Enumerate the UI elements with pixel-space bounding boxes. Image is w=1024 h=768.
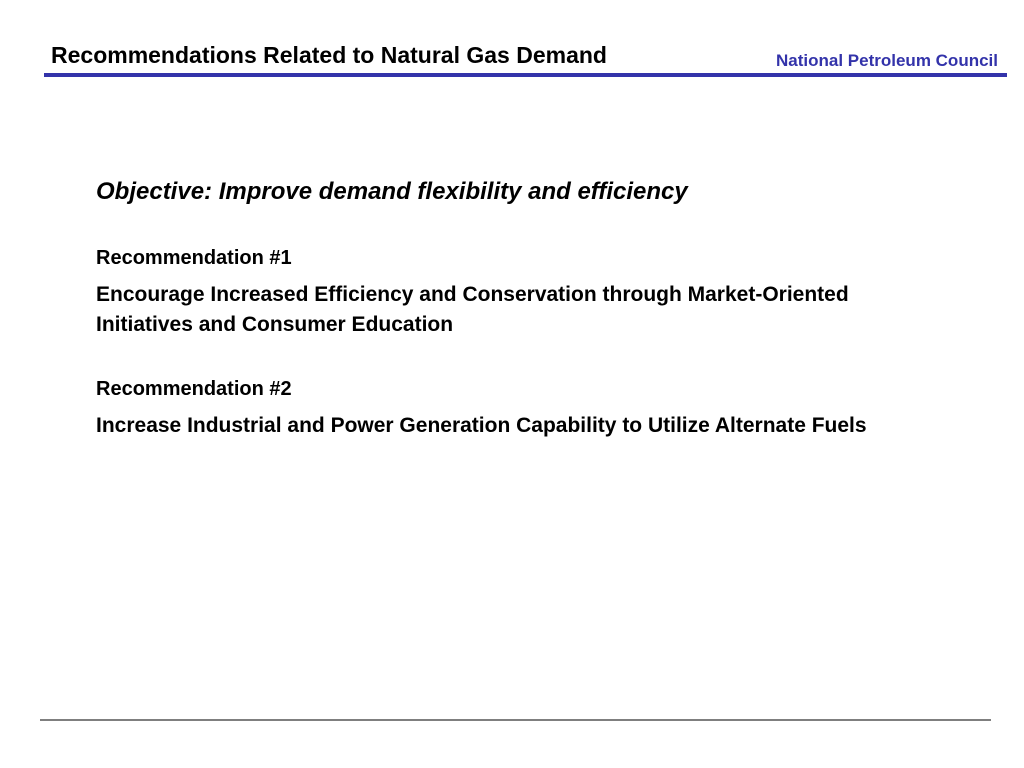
footer-divider [40, 719, 991, 721]
recommendation-block [96, 378, 896, 441]
organization-name: National Petroleum Council [776, 51, 998, 70]
recommendation-text: Encourage Increased Efficiency and Conservation through Market-Oriented Initiatives and Consumer Education [96, 283, 849, 336]
recommendation-heading: Recommendation #1 [96, 247, 292, 269]
header-divider [44, 73, 1007, 77]
slide-content [96, 178, 896, 479]
slide-title: Recommendations Related to Natural Gas Demand [51, 42, 607, 68]
recommendation-heading: Recommendation #2 [96, 378, 292, 400]
recommendation-text: Increase Industrial and Power Generation Capability to Utilize Alternate Fuels [96, 414, 867, 437]
recommendation-block [96, 247, 896, 340]
objective-statement: Objective: Improve demand flexibility and efficiency [96, 178, 688, 205]
